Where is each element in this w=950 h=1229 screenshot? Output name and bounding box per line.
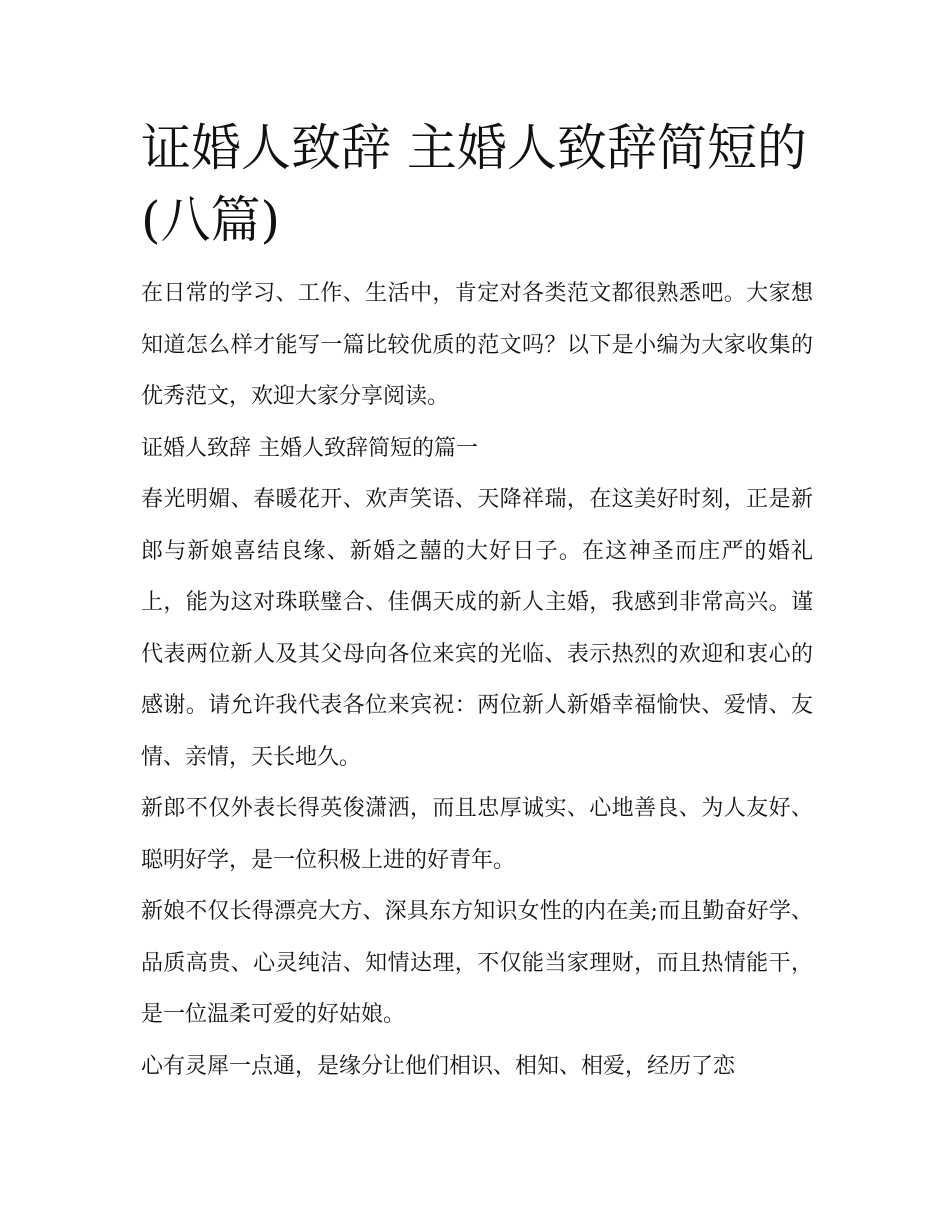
- body-paragraph: 新娘不仅长得漂亮大方、深具东方知识女性的内在美;而且勤奋好学、品质高贵、心灵纯洁、知情达理，不仅能当家理财，而且热情能干，是一位温柔可爱的好姑娘。: [141, 899, 813, 1027]
- document-title: 证婚人致辞 主婚人致辞简短的(八篇): [141, 119, 807, 249]
- document-body: [141, 112, 813, 1092]
- section-heading: 证婚人致辞 主婚人致辞简短的篇一: [141, 435, 478, 461]
- body-paragraph: 新郎不仅外表长得英俊潇洒，而且忠厚诚实、心地善良、为人友好、聪明好学，是一位积极上进的好青年。: [141, 796, 813, 873]
- body-paragraph: 春光明媚、春暖花开、欢声笑语、天降祥瑞，在这美好时刻，正是新郎与新娘喜结良缘、新婚之囍的大好日子。在这神圣而庄严的婚礼上，能为这对珠联璧合、佳偶天成的新人主婚，我感到非常高兴。谨代表两位新人及其父母向各位来宾的光临、表示热烈的欢迎和衷心的感谢。请允许我代表各位来宾祝：两位新人新婚幸福愉快、爱情、友情、亲情，天长地久。: [141, 487, 813, 770]
- intro-paragraph: 在日常的学习、工作、生活中，肯定对各类范文都很熟悉吧。大家想知道怎么样才能写一篇比较优质的范文吗？以下是小编为大家收集的优秀范文，欢迎大家分享阅读。: [141, 281, 813, 409]
- body-paragraph: 心有灵犀一点通，是缘分让他们相识、相知、相爱，经历了恋: [141, 1053, 736, 1079]
